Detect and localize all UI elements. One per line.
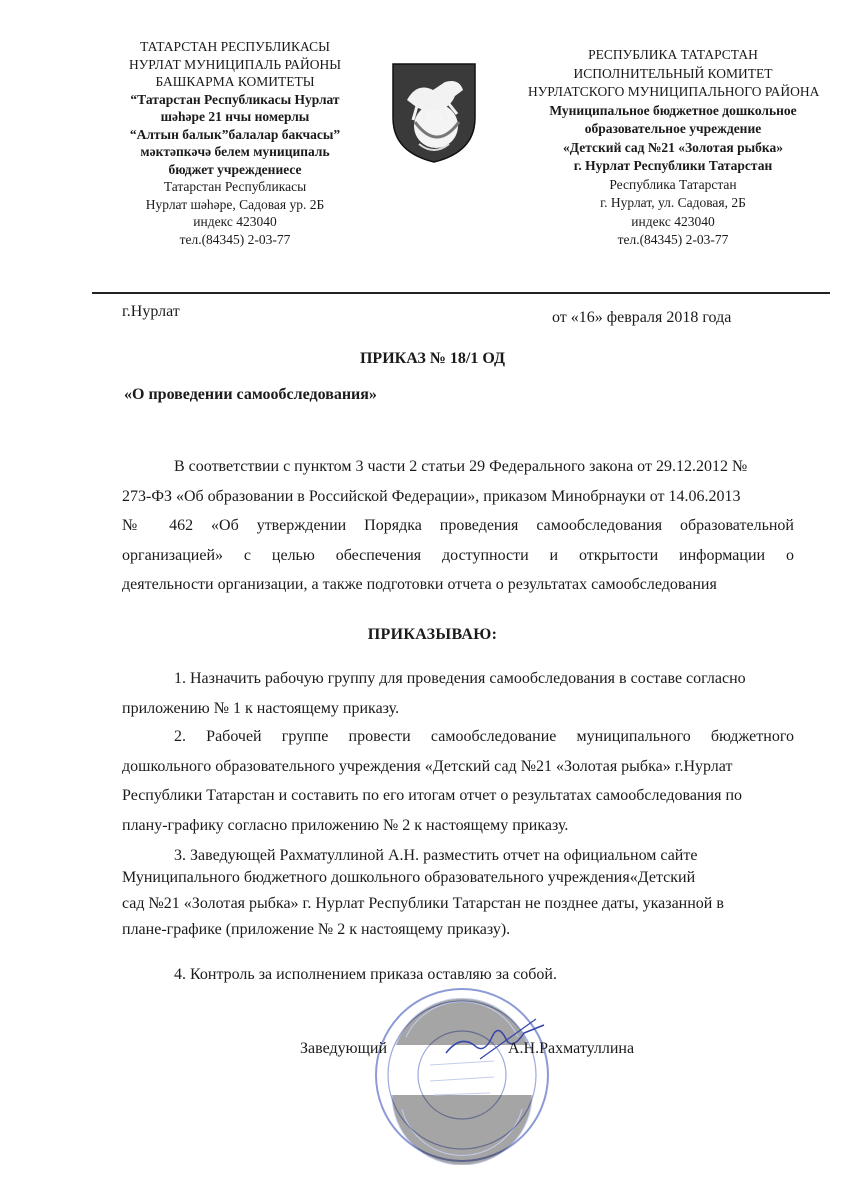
- header-left-line: “Алтын балык”балалар бакчасы”: [129, 126, 341, 142]
- header-left-line: индекс 423040: [193, 214, 277, 229]
- signatory-position: Заведующий: [300, 1040, 388, 1057]
- coat-of-arms-icon: [389, 60, 479, 165]
- item-line: сад №21 «Золотая рыбка» г. Нурлат Республики Татарстан не позднее даты, указанной в: [122, 895, 724, 912]
- header-right-line: ИСПОЛНИТЕЛЬНЫЙ КОМИТЕТ: [573, 65, 773, 81]
- order-item-1: [122, 664, 794, 723]
- item-line: 3. Заведующей Рахматуллиной А.Н. разместить отчет на официальном сайте: [174, 847, 698, 864]
- order-item-2: [122, 722, 794, 840]
- decree-heading: ПРИКАЗЫВАЮ:: [367, 626, 498, 643]
- item-line: 4. Контроль за исполнением приказа оставляю за собой.: [174, 966, 557, 983]
- header-left-line: “Татарстан Республикасы Нурлат: [130, 91, 340, 107]
- header-left-line: Нурлат шәһәре, Садовая ур. 2Б: [145, 196, 325, 212]
- city: г.Нурлат: [122, 303, 180, 320]
- preamble-line: деятельности организации, а также подготовки отчета о результатах самообследования: [122, 576, 717, 594]
- item-line: плану-графику согласно приложению № 2 к настоящему приказу.: [122, 816, 569, 834]
- preamble-line: 273-ФЗ «Об образовании в Российской Федерации», приказом Минобрнауки от 14.06.2013: [122, 487, 741, 505]
- header-right-line: «Детский сад №21 «Золотая рыбка»: [563, 139, 783, 155]
- header-divider: [92, 292, 830, 294]
- header-left-line: бюджет учреждениесе: [168, 161, 302, 177]
- preamble-line: В соответствии с пунктом 3 части 2 статьи 29 Федерального закона от 29.12.2012 №: [174, 458, 748, 475]
- item-line: 1. Назначить рабочую группу для проведения самообследования в составе согласно: [174, 670, 746, 687]
- order-subject: «О проведении самообследования»: [124, 386, 377, 403]
- order-title: ПРИКАЗ № 18/1 ОД: [359, 350, 506, 367]
- item-line: Республики Татарстан и составить по его итогам отчет о результатах самообследования по: [122, 787, 742, 805]
- header-right-line: НУРЛАТСКОГО МУНИЦИПАЛЬНОГО РАЙОНА: [528, 84, 820, 99]
- header-right-line: индекс 423040: [631, 213, 715, 229]
- header-left-line: БАШКАРМА КОМИТЕТЫ: [155, 74, 315, 89]
- header-left-line: шәһәре 21 нчы номерлы: [160, 109, 310, 124]
- header-right-line: Республика Татарстан: [609, 176, 737, 192]
- order-item-3: [122, 845, 794, 945]
- header-left-line: ТАТАРСТАН РЕСПУБЛИКАСЫ: [140, 39, 330, 54]
- preamble-line: № 462 «Об утверждении Порядка проведения самообследования образовательной: [122, 517, 794, 535]
- item-line: приложению № 1 к настоящему приказу.: [122, 699, 400, 717]
- header-right-line: тел.(84345) 2-03-77: [617, 232, 729, 247]
- header-right-line: Муниципальное бюджетное дошкольное: [549, 102, 797, 118]
- item-line: дошкольного образовательного учреждения «Детский сад №21 «Золотая рыбка» г.Нурлат: [122, 757, 733, 775]
- header-left-line: Татарстан Республикасы: [163, 179, 307, 194]
- signatory-name: А.Н.Рахматуллина: [508, 1040, 635, 1057]
- preamble-line: организацией» с целью обеспечения доступности и открытости информации о: [122, 546, 794, 564]
- item-line: 2. Рабочей группе провести самообследование муниципального бюджетного: [174, 728, 794, 745]
- header-right-line: РЕСПУБЛИКА ТАТАРСТАН: [588, 47, 758, 62]
- header-right-block: [528, 46, 818, 250]
- header-left-block: [100, 38, 370, 248]
- header-left-line: НУРЛАТ МУНИЦИПАЛЬ РАЙОНЫ: [128, 56, 342, 72]
- official-stamp-icon: [372, 985, 552, 1165]
- header-right-line: г. Нурлат Республики Татарстан: [573, 158, 773, 173]
- item-line: плане-графике (приложение № 2 к настоящему приказу).: [122, 921, 511, 938]
- preamble: [122, 452, 794, 600]
- header-right-line: образовательное учреждение: [584, 121, 762, 136]
- header-left-line: тел.(84345) 2-03-77: [179, 231, 291, 247]
- item-line: Муниципального бюджетного дошкольного образовательного учреждения«Детский: [122, 869, 696, 886]
- header-right-line: г. Нурлат, ул. Садовая, 2Б: [600, 195, 746, 210]
- order-date: от «16» февраля 2018 года: [552, 309, 732, 326]
- header-left-line: мәктәпкәчә белем муниципаль: [140, 144, 330, 159]
